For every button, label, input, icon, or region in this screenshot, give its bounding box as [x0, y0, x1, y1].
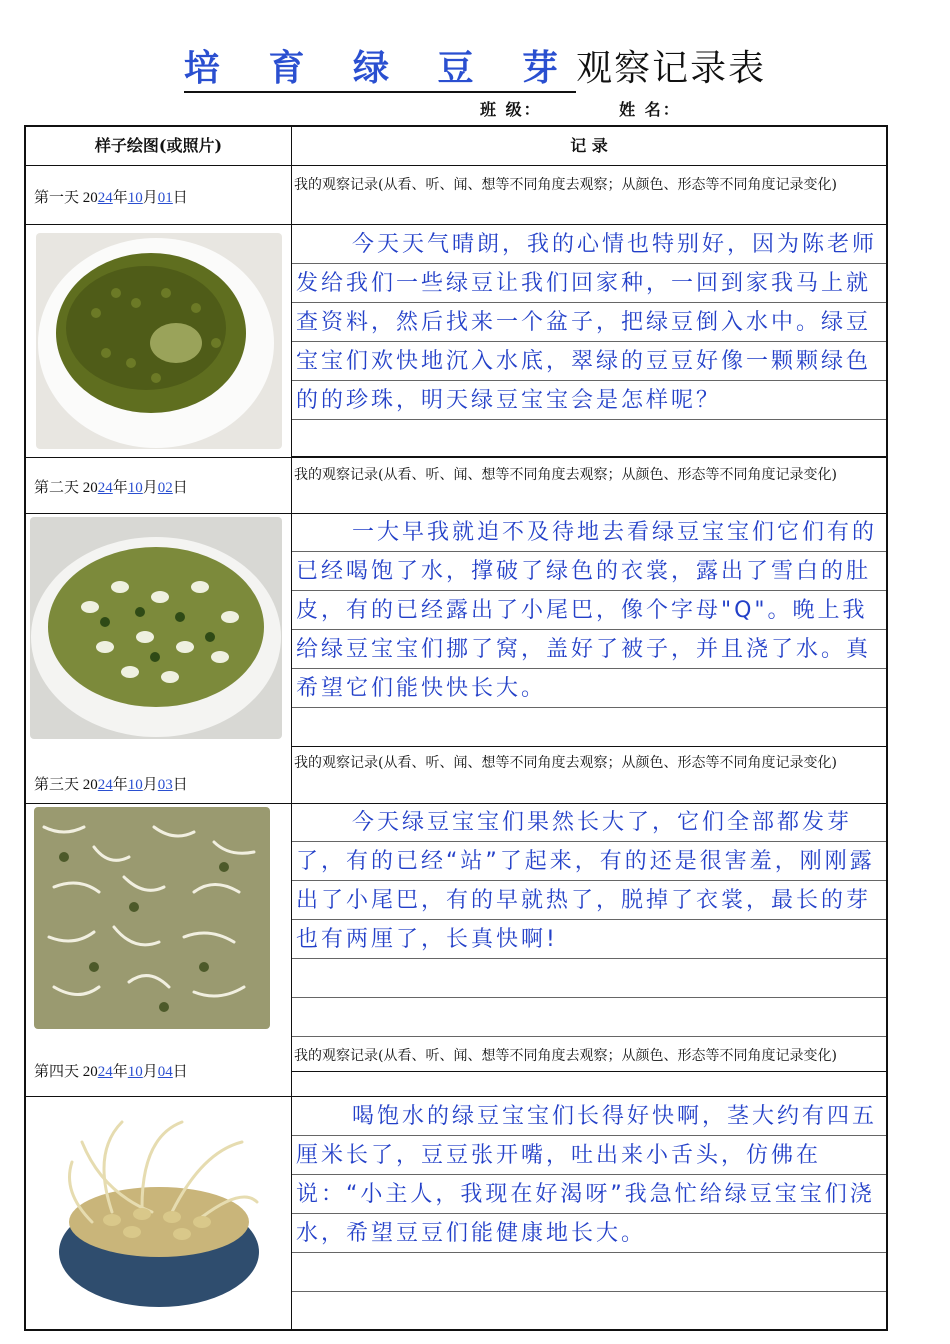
day2-header-row — [26, 457, 886, 514]
day3-note: 今天绿豆宝宝们果然长大了，它们全部都发芽了，有的已经“站”了起来，有的还是很害羞，刚刚露出了小尾巴，有的早就热了，脱掉了衣裳，最长的芽也有两厘了，长真快啊! — [296, 810, 875, 952]
title-topic: 培 育 绿 豆 芽 — [184, 47, 576, 93]
day2-photo — [30, 517, 282, 739]
day4-photo — [52, 1102, 266, 1318]
day4-prompt: 我的观察记录(从看、听、闻、想等不同角度去观察；从颜色、形态等不同角度记录变化) — [294, 1048, 837, 1064]
day1-date: 第一天 2024年10月01日 — [34, 190, 188, 206]
title-suffix: 观察记录表 — [576, 48, 767, 89]
day3-date: 第三天 2024年10月03日 — [34, 777, 188, 793]
day1-note: 今天天气晴朗，我的心情也特别好，因为陈老师发给我们一些绿豆让我们回家种，一回到家我马上就查资料，然后找来一个盆子，把绿豆倒入水中。绿豆宝宝们欢快地沉入水底，翠绿的豆豆好像一颗颗绿色的的珍珠，明天绿豆宝宝会是怎样呢？ — [296, 232, 878, 413]
meta-line — [480, 97, 751, 120]
day3-prompt: 我的观察记录(从看、听、闻、想等不同角度去观察；从颜色、形态等不同角度记录变化) — [294, 755, 837, 771]
day2-prompt: 我的观察记录(从看、听、闻、想等不同角度去观察；从颜色、形态等不同角度记录变化) — [294, 467, 837, 483]
day4-header-row — [26, 1038, 886, 1097]
table-header — [26, 127, 886, 166]
name-label: 姓 名： — [619, 100, 681, 119]
header-sample: 样子绘图(或照片) — [94, 136, 223, 155]
day1-prompt: 我的观察记录(从看、听、闻、想等不同角度去观察；从颜色、形态等不同角度记录变化) — [294, 177, 837, 193]
page-title — [0, 40, 950, 91]
day2-date: 第二天 2024年10月02日 — [34, 480, 188, 496]
day1-header-row — [26, 166, 886, 225]
day1-photo — [36, 233, 282, 449]
class-label: 班 级： — [480, 100, 542, 119]
day3-photo — [34, 807, 270, 1029]
day4-note: 喝饱水的绿豆宝宝们长得好快啊，茎大约有四五厘米长了，豆豆张开嘴，吐出来小舌头，仿佛在说：“小主人，我现在好渴呀”我急忙给绿豆宝宝们浇水，希望豆豆们能健康地长大。 — [296, 1104, 878, 1246]
day4-date: 第四天 2024年10月04日 — [34, 1064, 188, 1080]
record-table — [24, 125, 888, 1331]
header-record: 记 录 — [570, 136, 608, 155]
day3-header-row — [26, 747, 886, 804]
day2-note: 一大早我就迫不及待地去看绿豆宝宝们它们有的已经喝饱了水，撑破了绿色的衣裳，露出了雪白的肚皮，有的已经露出了小尾巴，像个字母"Q"。晚上我给绿豆宝宝们挪了窝，盖好了被子，并且浇了水。真希望它们能快快长大。 — [296, 520, 878, 701]
